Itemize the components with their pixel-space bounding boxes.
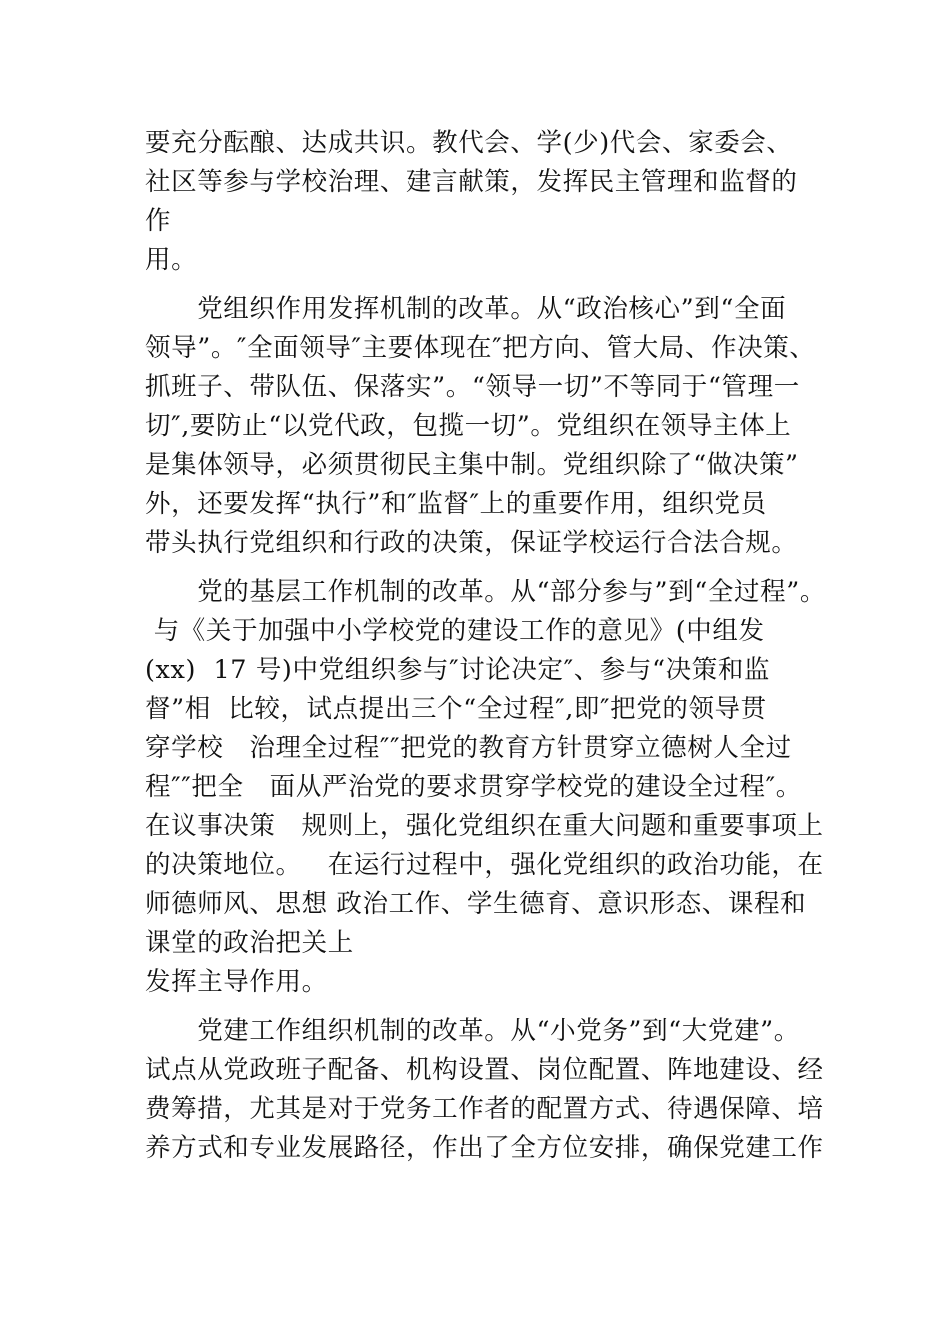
text-line: 抓班子、带队伍、保落实”。“领导一切”不等同于“管理一 (145, 372, 800, 402)
text-line: 督”相 比较，试点提出三个“全过程″,即″把党的领导贯 (145, 694, 767, 724)
text-line: 用。 (145, 245, 198, 275)
text-line: 带头执行党组织和行政的决策，保证学校运行合法合规。 (145, 528, 798, 558)
paragraph-gap (145, 563, 825, 573)
text-line: 切″,要防止“以党代政，包揽一切”。党组织在领导主体上 (145, 411, 792, 441)
paragraph-gap (145, 1002, 825, 1012)
body-text (145, 124, 825, 1168)
text-line: 试点从党政班子配备、机构设置、岗位配置、阵地建设、经 (145, 1055, 824, 1085)
text-line: 作 (145, 206, 172, 236)
text-line: 党的基层工作机制的改革。从“部分参与”到“全过程”。 (145, 577, 826, 607)
text-line: 发挥主导作用。 (145, 967, 328, 997)
text-line: 的决策地位。 在运行过程中，强化党组织的政治功能，在 (145, 850, 824, 880)
text-line: 师德师风、思想 政治工作、学生德育、意识形态、课程和 (145, 889, 807, 919)
text-line: 穿学校 治理全过程″″把党的教育方针贯穿立德树人全过 (145, 733, 792, 763)
text-line: 在议事决策 规则上，强化党组织在重大问题和重要事项上 (145, 811, 824, 841)
text-line: (xx) 17 号)中党组织参与″讨论决定″、参与“决策和监 (145, 655, 771, 685)
text-line: 养方式和专业发展路径，作出了全方位安排，确保党建工作 (145, 1133, 824, 1163)
text-line: 党组织作用发挥机制的改革。从“政治核心”到“全面 (145, 294, 787, 324)
text-line: 与《关于加强中小学校党的建设工作的意见》(中组发 (145, 616, 765, 646)
text-line: 课堂的政治把关上 (145, 928, 354, 958)
text-line: 社区等参与学校治理、建言献策，发挥民主管理和监督的 (145, 167, 798, 197)
text-line: 党建工作组织机制的改革。从“小党务”到“大党建”。 (145, 1016, 800, 1046)
text-line: 外，还要发挥“执行”和″监督″上的重要作用，组织党员 (145, 489, 767, 519)
text-line: 费筹措，尤其是对于党务工作者的配置方式、待遇保障、培 (145, 1094, 824, 1124)
text-line: 要充分酝酿、达成共识。教代会、学(少)代会、家委会、 (145, 128, 793, 158)
text-line: 程″″把全 面从严治党的要求贯穿学校党的建设全过程″。 (145, 772, 802, 802)
text-line: 是集体领导，必须贯彻民主集中制。党组织除了“做决策” (145, 450, 799, 480)
text-line: 领导”。″全面领导″主要体现在″把方向、管大局、作决策、 (145, 333, 816, 363)
paragraph-gap (145, 280, 825, 290)
